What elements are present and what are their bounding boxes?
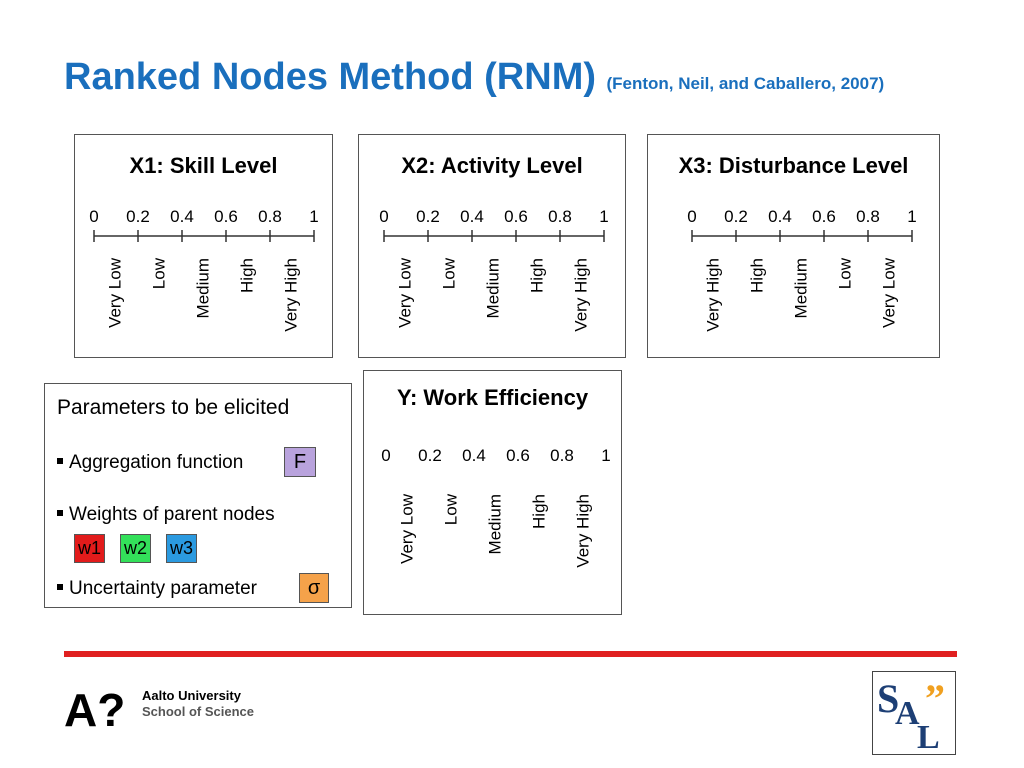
aalto-logo-mark: A? xyxy=(64,686,126,730)
node-x1-tick-label: 0 xyxy=(89,207,99,226)
node-y-state-label: High xyxy=(529,494,549,529)
node-y-tick-label: 0.8 xyxy=(550,446,574,465)
node-y-tick-label: 0.6 xyxy=(506,446,530,465)
node-x1-tick-label: 1 xyxy=(309,207,319,226)
node-x3-state-label: Low xyxy=(835,258,855,290)
node-y-state-label: Very High xyxy=(573,494,593,568)
node-y-tick-label: 1 xyxy=(601,446,611,465)
node-x2-state-label: Very Low xyxy=(395,258,415,328)
node-x2-tick-label: 1 xyxy=(599,207,609,226)
weights-item xyxy=(57,504,275,526)
aalto-logo xyxy=(64,686,134,730)
uncertainty-parameter-box: σ xyxy=(299,573,329,603)
node-x3-tick-label: 0.4 xyxy=(768,207,792,226)
node-x2-tick-label: 0.6 xyxy=(504,207,528,226)
node-x1-tick-label: 0.6 xyxy=(214,207,238,226)
node-y-state-label: Very Low xyxy=(397,494,417,564)
node-x2-state-label: Very High xyxy=(571,258,591,332)
node-x1-tick-label: 0.8 xyxy=(258,207,282,226)
weights-label: Weights of parent nodes xyxy=(69,504,275,525)
node-x2-tick-label: 0.2 xyxy=(416,207,440,226)
node-x1-state-label: High xyxy=(237,258,257,293)
svg-text:A: A xyxy=(895,695,920,732)
node-x1-scale xyxy=(75,135,334,359)
node-x3-state-label: Very High xyxy=(703,258,723,332)
node-y-state-label: Medium xyxy=(485,494,505,555)
node-x2-tick-label: 0.8 xyxy=(548,207,572,226)
node-x3-tick-label: 0.6 xyxy=(812,207,836,226)
node-y-tick-label: 0.2 xyxy=(418,446,442,465)
svg-text:”: ” xyxy=(925,676,945,721)
uncertainty-label: Uncertainty parameter xyxy=(69,578,257,599)
node-x2-scale xyxy=(359,135,627,359)
aggregation-item xyxy=(57,452,243,474)
node-x1-state-label: Medium xyxy=(193,258,213,319)
node-x3-scale xyxy=(648,135,941,359)
weight-w3-box: w3 xyxy=(166,534,197,563)
node-x3-tick-label: 0 xyxy=(687,207,697,226)
footer-divider xyxy=(64,651,957,657)
bullet-square-icon xyxy=(57,510,63,516)
title-main: Ranked Nodes Method (RNM) xyxy=(64,56,596,98)
aggregation-function-box: F xyxy=(284,447,316,477)
weight-w1-box: w1 xyxy=(74,534,105,563)
node-x1-tick-label: 0.2 xyxy=(126,207,150,226)
parameters-title: Parameters to be elicited xyxy=(57,396,290,419)
university-name xyxy=(142,688,254,720)
title-citation: (Fenton, Neil, and Caballero, 2007) xyxy=(606,74,885,93)
node-x1-state-label: Very Low xyxy=(105,258,125,328)
node-y-title: Y: Work Efficiency xyxy=(396,385,589,410)
aggregation-label: Aggregation function xyxy=(69,452,244,473)
node-x2-state-label: High xyxy=(527,258,547,293)
node-x1-title: X1: Skill Level xyxy=(129,153,278,178)
node-x3-state-label: Very Low xyxy=(879,258,899,328)
sal-lab-logo xyxy=(872,671,956,755)
node-y-box xyxy=(363,370,622,615)
node-x3-tick-label: 0.8 xyxy=(856,207,880,226)
node-x3-box xyxy=(647,134,940,358)
node-x3-tick-label: 1 xyxy=(907,207,917,226)
node-y-tick-label: 0.4 xyxy=(462,446,486,465)
page-title xyxy=(64,56,884,99)
node-x3-state-label: High xyxy=(747,258,767,293)
node-x1-tick-label: 0.4 xyxy=(170,207,194,226)
node-x2-tick-label: 0.4 xyxy=(460,207,484,226)
node-x2-title: X2: Activity Level xyxy=(401,153,583,178)
node-x2-state-label: Medium xyxy=(483,258,503,319)
parameters-box xyxy=(44,383,352,608)
university-line-2: School of Science xyxy=(142,704,254,719)
node-y-scale xyxy=(364,371,623,616)
node-y-tick-label: 0 xyxy=(381,446,391,465)
bullet-square-icon xyxy=(57,584,63,590)
node-x3-state-label: Medium xyxy=(791,258,811,319)
node-x3-title: X3: Disturbance Level xyxy=(678,153,909,178)
sal-logo-mark xyxy=(873,672,955,754)
node-x1-box xyxy=(74,134,333,358)
university-line-1: Aalto University xyxy=(142,688,241,703)
node-x2-tick-label: 0 xyxy=(379,207,389,226)
svg-text:S: S xyxy=(877,676,900,721)
node-x1-state-label: Low xyxy=(149,258,169,290)
svg-text:L: L xyxy=(917,719,940,754)
weight-w2-box: w2 xyxy=(120,534,151,563)
node-x2-state-label: Low xyxy=(439,258,459,290)
node-x3-tick-label: 0.2 xyxy=(724,207,748,226)
node-y-state-label: Low xyxy=(441,494,461,526)
uncertainty-item xyxy=(57,578,257,600)
node-x2-box xyxy=(358,134,626,358)
node-x1-state-label: Very High xyxy=(281,258,301,332)
bullet-square-icon xyxy=(57,458,63,464)
